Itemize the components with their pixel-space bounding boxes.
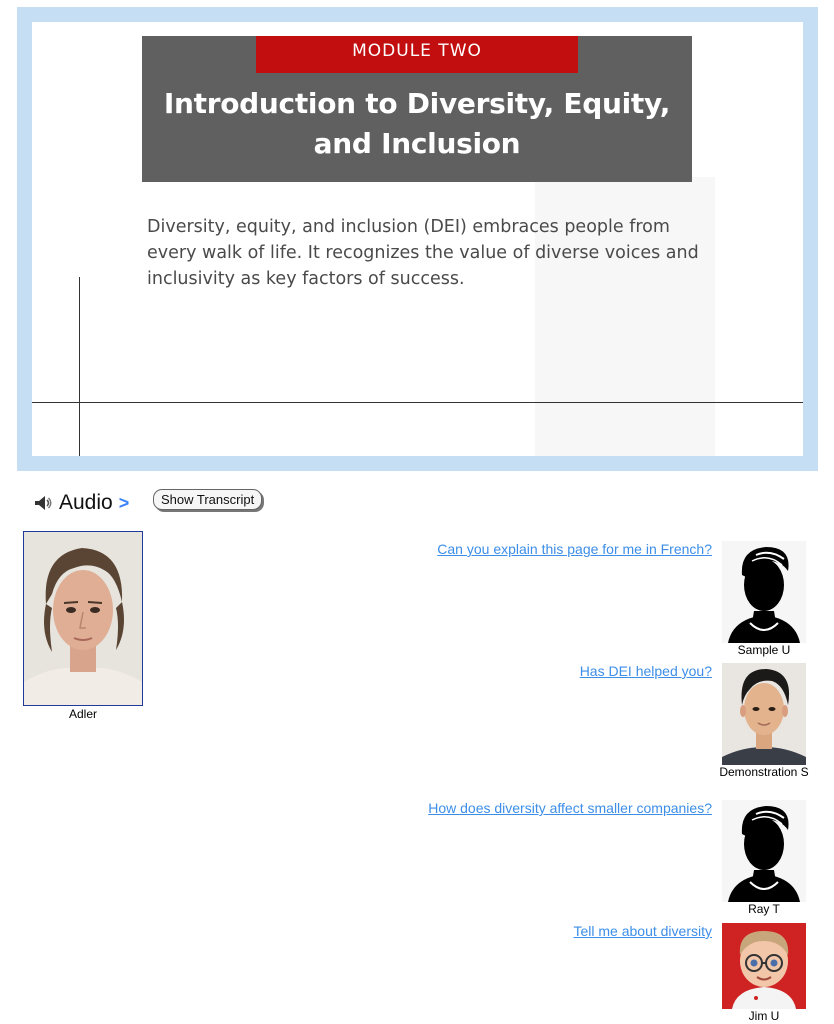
- slide-frame: [17, 7, 818, 471]
- question-link[interactable]: Can you explain this page for me in French?: [437, 541, 712, 557]
- host-avatar: [23, 531, 143, 706]
- slide-body-line: every walk of life. It recognizes the value of diverse voices and: [147, 243, 699, 263]
- slide-canvas: [32, 22, 803, 456]
- host-portrait: [24, 532, 142, 705]
- audio-control[interactable]: [33, 489, 129, 517]
- user-avatar-cartoon: [722, 923, 806, 1009]
- slide-body: [147, 214, 707, 292]
- silhouette-icon: [722, 541, 806, 643]
- slide-title-line: Introduction to Diversity, Equity,: [163, 87, 671, 120]
- audio-expand-chevron[interactable]: >: [118, 492, 130, 513]
- user-name: Sample U: [737, 643, 791, 657]
- question-link[interactable]: Has DEI helped you?: [579, 663, 712, 679]
- host-name: Adler: [68, 707, 97, 721]
- user-portrait: [722, 663, 806, 765]
- vertical-rule: [79, 277, 80, 456]
- slide-title: [142, 84, 692, 164]
- user-name: Ray T: [748, 902, 780, 916]
- horizontal-rule: [32, 402, 803, 403]
- user-name: Demonstration S: [719, 765, 809, 779]
- module-tag: MODULE TWO: [256, 36, 578, 73]
- audio-label: Audio: [59, 491, 113, 514]
- user-avatar-photo: [722, 663, 806, 765]
- question-link[interactable]: How does diversity affect smaller companies?: [428, 800, 712, 816]
- slide-title-line: and Inclusion: [313, 127, 521, 160]
- slide-body-line: Diversity, equity, and inclusion (DEI) embraces people from: [147, 217, 670, 237]
- cartoon-portrait: [722, 923, 806, 1009]
- user-avatar-silhouette: [722, 541, 806, 643]
- title-banner: [142, 36, 692, 182]
- silhouette-icon: [722, 800, 806, 902]
- user-name: Jim U: [748, 1009, 780, 1023]
- user-avatar-silhouette: [722, 800, 806, 902]
- speaker-icon: [33, 493, 53, 513]
- question-link[interactable]: Tell me about diversity: [573, 923, 712, 939]
- show-transcript-button[interactable]: Show Transcript: [153, 489, 262, 510]
- slide-body-line: inclusivity as key factors of success.: [147, 269, 465, 289]
